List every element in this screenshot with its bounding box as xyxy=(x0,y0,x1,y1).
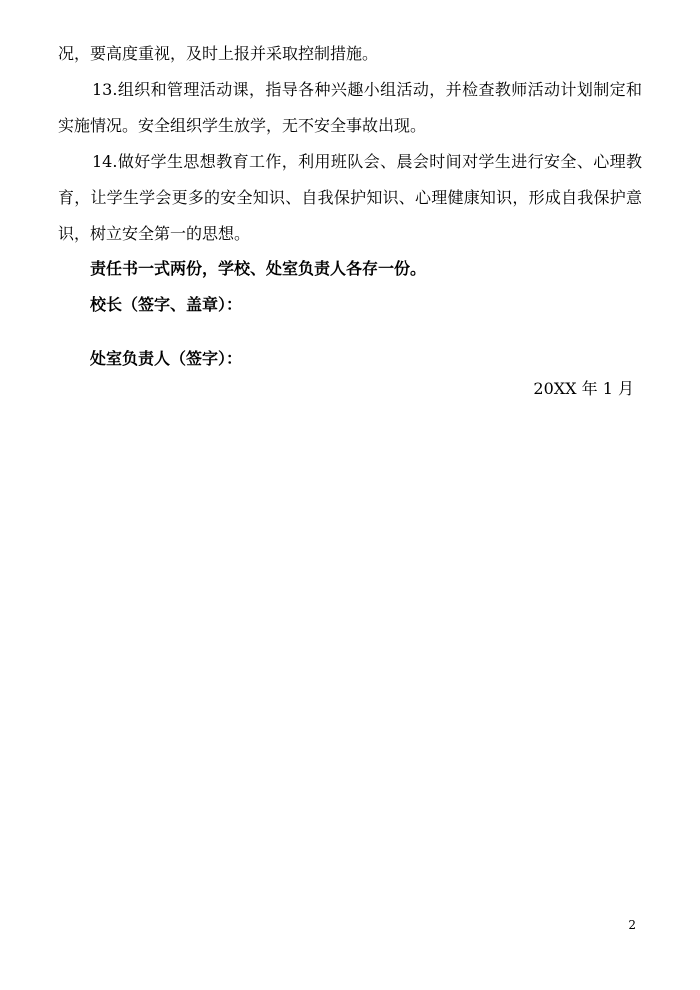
principal-signature-line: 校长（签字、盖章）： xyxy=(90,295,243,314)
paragraph-item-13: 13.组织和管理活动课，指导各种兴趣小组活动，并检查教师活动计划制定和实施情况。安全组织学生放学，无不安全事故出现。 xyxy=(58,80,642,135)
copies-note: 责任书一式两份，学校、处室负责人各存一份。 xyxy=(90,259,427,278)
document-date: 20XX 年 1 月 xyxy=(533,379,634,398)
paragraph-item-14: 14.做好学生思想教育工作，利用班队会、晨会时间对学生进行安全、心理教育，让学生学会更多的安全知识、自我保护知识、心理健康知识，形成自我保护意识，树立安全第一的思想。 xyxy=(58,152,642,243)
paragraph-continuation: 况，要高度重视，及时上报并采取控制措施。 xyxy=(58,44,379,63)
office-head-signature-line: 处室负责人（签字）： xyxy=(90,349,243,368)
page-number: 2 xyxy=(628,918,636,932)
document-body xyxy=(58,36,642,252)
